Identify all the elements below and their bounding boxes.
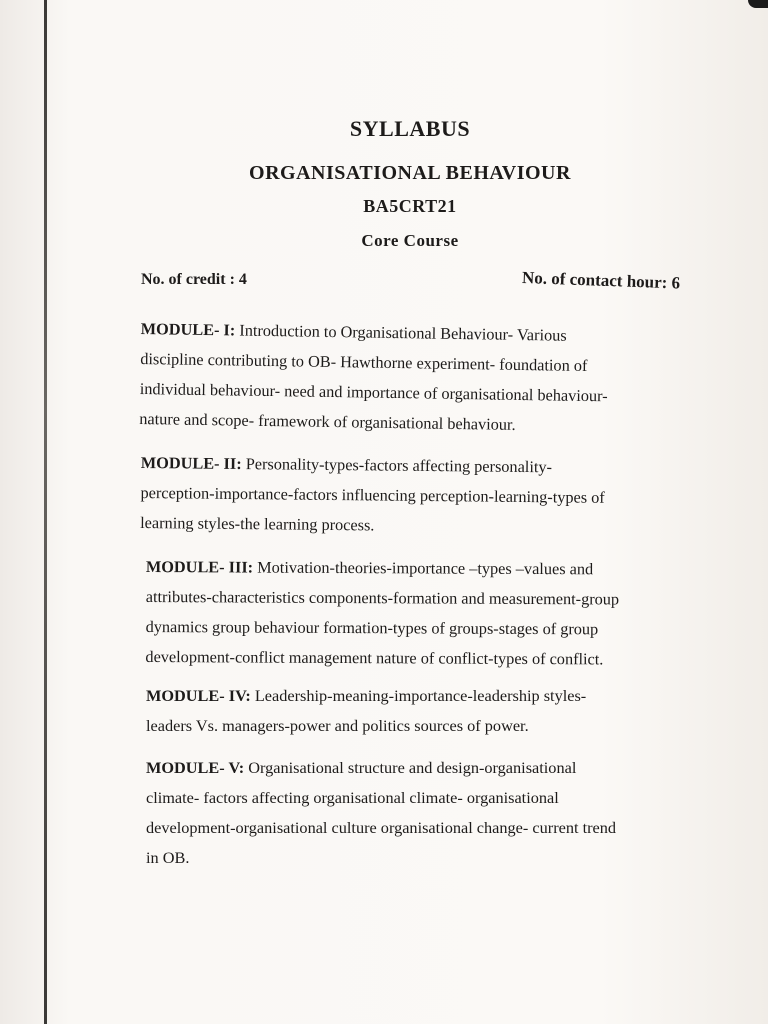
- credit-count: No. of credit : 4: [141, 271, 247, 288]
- module-2: [140, 448, 721, 544]
- module-text: development-conflict management nature of conflict-types of conflict.: [145, 646, 604, 669]
- module-label: MODULE- IV:: [146, 686, 251, 705]
- module-text: in OB.: [146, 848, 190, 867]
- module-3: [145, 552, 726, 675]
- module-text: attributes-characteristics components-formation and measurement-group: [145, 586, 620, 609]
- module-text: learning styles-the learning process.: [140, 512, 375, 535]
- page-title: SYLLABUS: [349, 116, 471, 141]
- module-text: Organisational structure and design-organisational: [248, 758, 577, 777]
- module-5: [146, 753, 726, 873]
- module-text: Personality-types-factors affecting personality-: [245, 454, 553, 477]
- course-type: Core Course: [361, 231, 459, 250]
- module-text: perception-importance-factors influencing perception-learning-types of: [140, 482, 605, 507]
- module-text: individual behaviour- need and importance of organisational behaviour-: [139, 378, 608, 406]
- module-line: [146, 552, 726, 585]
- corner-mark: [748, 0, 768, 8]
- module-text: dynamics group behaviour formation-types of groups-stages of group: [145, 616, 599, 639]
- module-label: MODULE- V:: [146, 758, 245, 777]
- module-label: MODULE- III:: [145, 556, 254, 577]
- module-text: development-organisational culture organisational change- current trend: [146, 818, 617, 837]
- module-line: [146, 753, 726, 783]
- module-text: Introduction to Organisational Behaviour- Various: [239, 320, 567, 345]
- module-text: nature and scope- framework of organisational behaviour.: [139, 408, 516, 434]
- module-text: Leadership-meaning-importance-leadership styles-: [254, 686, 587, 705]
- module-text: climate- factors affecting organisational climate- organisational: [146, 788, 559, 807]
- module-text: Motivation-theories-importance –types –values and: [257, 557, 594, 579]
- page-edge-shadow: [44, 0, 47, 1024]
- module-text: leaders Vs. managers-power and politics sources of power.: [146, 716, 529, 735]
- subject-title: ORGANISATIONAL BEHAVIOUR: [249, 162, 571, 184]
- contact-hours: No. of contact hour: 6: [521, 268, 681, 293]
- course-code: BA5CRT21: [363, 196, 457, 216]
- module-text: discipline contributing to OB- Hawthorne experiment- foundation of: [140, 348, 588, 376]
- module-4: [146, 681, 726, 741]
- module-line: [146, 681, 726, 711]
- module-label: MODULE- II:: [140, 452, 242, 474]
- module-1: [139, 314, 721, 443]
- module-label: MODULE- I:: [140, 318, 236, 340]
